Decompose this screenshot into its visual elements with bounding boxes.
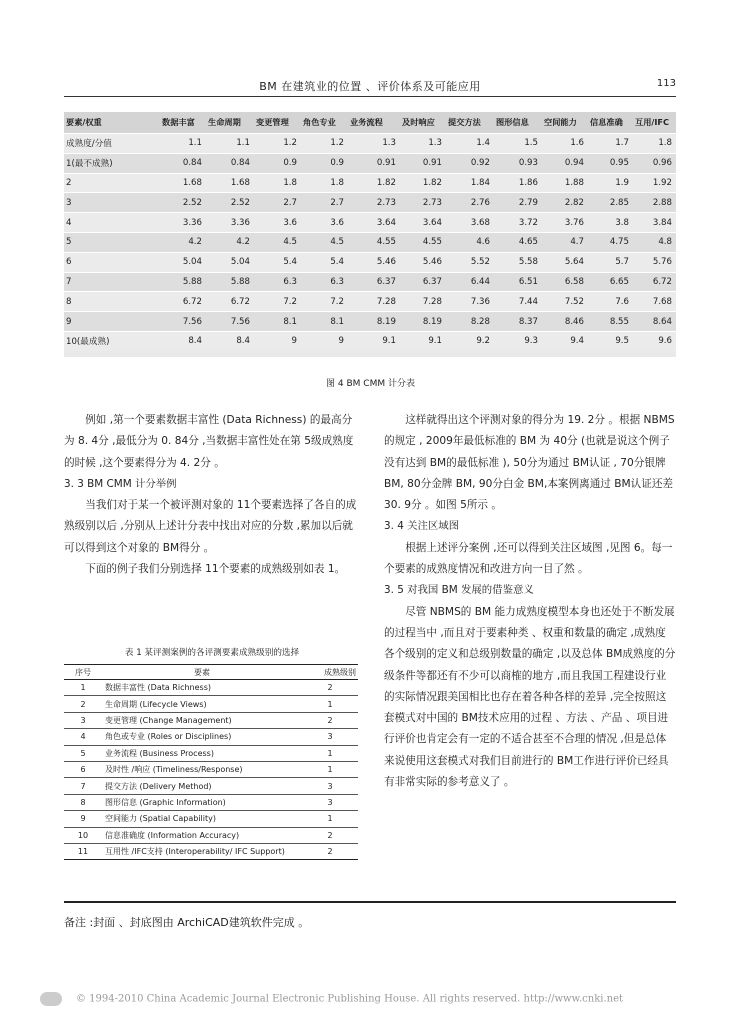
cmm-cell: 9 — [254, 331, 301, 350]
cmm-cell: 2.88 — [633, 193, 676, 213]
cmm-cell: 4.2 — [206, 232, 254, 252]
cmm-cell: 5.04 — [160, 252, 206, 272]
cmm-cell: 9.1 — [400, 331, 446, 350]
cmm-cell: 4.8 — [633, 232, 676, 252]
cmm-cell: 0.93 — [494, 153, 542, 173]
section-heading-3-3: 3. 3 BM CMM 计分举例 — [64, 477, 177, 490]
cmm-cell: 5.4 — [254, 252, 301, 272]
cmm-cell: 1.86 — [494, 173, 542, 193]
cmm-cell: 8.37 — [494, 312, 542, 332]
cmm-cell: 1.9 — [588, 173, 633, 193]
table-1-row — [64, 811, 358, 827]
cmm-column-header: 要素/权重 — [64, 112, 160, 134]
element-name: 变更管理 (Change Management) — [102, 712, 302, 728]
cmm-row-label: 3 — [64, 193, 160, 213]
cmm-cell: 6.58 — [542, 272, 588, 292]
cmm-cell: 1.4 — [446, 134, 494, 154]
element-name: 及时性 /响应 (Timeliness/Response) — [102, 761, 302, 777]
cmm-cell: 6.65 — [588, 272, 633, 292]
cmm-cell: 2.76 — [446, 193, 494, 213]
cmm-cell: 1.68 — [206, 173, 254, 193]
cmm-cell: 1.2 — [301, 134, 348, 154]
section-heading-3-5: 3. 5 对我国 BM 发展的借鉴意义 — [384, 584, 534, 597]
page-number: 113 — [656, 78, 676, 89]
cmm-cell: 5.58 — [494, 252, 542, 272]
row-number: 7 — [64, 778, 102, 794]
cmm-cell: 1.6 — [542, 134, 588, 154]
element-name: 信息准确度 (Information Accuracy) — [102, 827, 302, 843]
cmm-cell: 1.92 — [633, 173, 676, 193]
cmm-cell: 6.72 — [633, 272, 676, 292]
table-1-row — [64, 794, 358, 810]
section-heading-3-4: 3. 4 关注区域图 — [384, 520, 460, 533]
cmm-cell: 0.84 — [206, 153, 254, 173]
cmm-cell: 1.1 — [206, 134, 254, 154]
footnote-rule — [64, 901, 676, 903]
cmm-column-header: 信息准确 — [588, 112, 633, 134]
maturity-level: 1 — [302, 696, 358, 712]
table-1-row — [64, 729, 358, 745]
cmm-cell: 5.4 — [301, 252, 348, 272]
cmm-column-header: 生命周期 — [206, 112, 254, 134]
cmm-cell: 5.04 — [206, 252, 254, 272]
table-1-row — [64, 778, 358, 794]
cmm-cell: 9.5 — [588, 331, 633, 350]
cmm-row — [64, 193, 676, 213]
cmm-cell: 1.84 — [446, 173, 494, 193]
cmm-cell: 1.8 — [633, 134, 676, 154]
cmm-cell: 0.92 — [446, 153, 494, 173]
cmm-column-header: 提交方法 — [446, 112, 494, 134]
cmm-row — [64, 252, 676, 272]
maturity-level: 2 — [302, 680, 358, 696]
element-name: 空间能力 (Spatial Capability) — [102, 811, 302, 827]
maturity-level: 1 — [302, 811, 358, 827]
cmm-row — [64, 173, 676, 193]
cmm-cell: 4.65 — [494, 232, 542, 252]
cmm-cell: 2.73 — [400, 193, 446, 213]
cmm-row — [64, 312, 676, 332]
paragraph: 例如 ,第一个要素数据丰富性 (Data Richness) 的最高分为 8. 4分 ,最低分为 0. 84分 ,当数据丰富性处在第 5级成熟度的时候 ,这个要素得分为 4. 2分 。 — [64, 414, 354, 469]
cmm-row — [64, 213, 676, 233]
cmm-row-label: 2 — [64, 173, 160, 193]
cmm-score-table-figure — [64, 112, 676, 357]
cmm-row-label: 7 — [64, 272, 160, 292]
table-1-row — [64, 712, 358, 728]
cmm-cell: 1.8 — [301, 173, 348, 193]
cmm-row — [64, 272, 676, 292]
cmm-cell: 0.91 — [348, 153, 400, 173]
maturity-level: 2 — [302, 827, 358, 843]
cmm-cell: 2.52 — [160, 193, 206, 213]
cmm-row — [64, 292, 676, 312]
table-1-row — [64, 745, 358, 761]
cmm-cell: 4.75 — [588, 232, 633, 252]
cmm-cell: 2.7 — [254, 193, 301, 213]
cmm-cell: 5.64 — [542, 252, 588, 272]
cmm-cell: 3.8 — [588, 213, 633, 233]
cmm-cell: 6.44 — [446, 272, 494, 292]
row-number: 10 — [64, 827, 102, 843]
left-column — [64, 410, 360, 580]
cmm-column-header: 数据丰富 — [160, 112, 206, 134]
publisher-footer — [40, 992, 720, 1012]
cmm-cell: 0.9 — [301, 153, 348, 173]
cmm-row-label: 9 — [64, 312, 160, 332]
cmm-cell: 2.85 — [588, 193, 633, 213]
cmm-row-label: 10(最成熟) — [64, 331, 160, 350]
table-1-header — [64, 665, 358, 680]
cmm-cell: 8.19 — [400, 312, 446, 332]
row-number: 1 — [64, 680, 102, 696]
cmm-row — [64, 153, 676, 173]
table-1-column-header: 要素 — [102, 665, 302, 680]
cmm-cell: 8.1 — [254, 312, 301, 332]
cmm-cell: 8.4 — [206, 331, 254, 350]
cmm-cell: 5.7 — [588, 252, 633, 272]
running-header — [64, 78, 676, 97]
cmm-cell: 7.28 — [400, 292, 446, 312]
row-number: 3 — [64, 712, 102, 728]
cmm-cell: 4.5 — [254, 232, 301, 252]
maturity-level: 2 — [302, 843, 358, 859]
cmm-cell: 5.88 — [160, 272, 206, 292]
cmm-cell: 9.6 — [633, 331, 676, 350]
table-1-row — [64, 680, 358, 696]
row-number: 9 — [64, 811, 102, 827]
cmm-cell: 1.82 — [400, 173, 446, 193]
cmm-column-header: 角色专业 — [301, 112, 348, 134]
cmm-cell: 2.52 — [206, 193, 254, 213]
cmm-cell: 1.7 — [588, 134, 633, 154]
cmm-cell: 4.55 — [400, 232, 446, 252]
paragraph: 当我们对于某一个被评测对象的 11个要素选择了各自的成熟级别以后 ,分别从上述计分表中找出对应的分数 ,累加以后就可以得到这个对象的 BM得分 。 — [64, 499, 357, 554]
maturity-level: 3 — [302, 729, 358, 745]
cmm-cell: 4.5 — [301, 232, 348, 252]
cmm-cell: 7.56 — [160, 312, 206, 332]
maturity-level: 2 — [302, 712, 358, 728]
cmm-cell: 3.6 — [254, 213, 301, 233]
cmm-cell: 4.2 — [160, 232, 206, 252]
footnote: 备注 :封面 、封底图由 ArchiCAD建筑软件完成 。 — [64, 916, 310, 929]
cnki-logo-icon — [40, 992, 62, 1006]
cmm-cell: 7.68 — [633, 292, 676, 312]
row-number: 5 — [64, 745, 102, 761]
cmm-cell: 4.7 — [542, 232, 588, 252]
cmm-cell: 7.44 — [494, 292, 542, 312]
cmm-cell: 6.72 — [206, 292, 254, 312]
table-1 — [64, 664, 358, 860]
cmm-cell: 1.3 — [348, 134, 400, 154]
maturity-level: 1 — [302, 761, 358, 777]
table-1-column-header: 序号 — [64, 665, 102, 680]
cmm-cell: 5.46 — [348, 252, 400, 272]
cmm-cell: 8.55 — [588, 312, 633, 332]
paragraph: 尽管 NBMS的 BM 能力成熟度模型本身也还处于不断发展的过程当中 ,而且对于要素种类 、权重和数量的确定 ,成熟度各个级别的定义和总级别数量的确定 ,以及总体 BM成熟度的分级条件等都还有不少可以商榷的地方 ,而且我国工程建设行业的实际情况跟美国相比也存在着各种各样的差异 ,完全按照这套模式对中国的 BM技术应用的过程 、方法 、产品 、项目进行评价也肯定会有一定的不适合甚至不合理的情况 ,但是总体来说使用这套模式对我们目前进行的 BM工作进行评价已经具有非常实际的参考意义了 。 — [384, 605, 676, 789]
cmm-row-label: 4 — [64, 213, 160, 233]
table-1-row — [64, 696, 358, 712]
element-name: 数据丰富性 (Data Richness) — [102, 680, 302, 696]
table-1-row — [64, 827, 358, 843]
cmm-cell: 3.36 — [206, 213, 254, 233]
cmm-cell: 7.52 — [542, 292, 588, 312]
cmm-cell: 3.36 — [160, 213, 206, 233]
cmm-cell: 5.88 — [206, 272, 254, 292]
cmm-cell: 6.37 — [348, 272, 400, 292]
element-name: 业务流程 (Business Process) — [102, 745, 302, 761]
cmm-cell: 3.6 — [301, 213, 348, 233]
cmm-cell: 5.46 — [400, 252, 446, 272]
table-1-row — [64, 843, 358, 859]
table-1-column-header: 成熟级别 — [302, 665, 358, 680]
table-1-caption: 表 1 某评测案例的各评测要素成熟级别的选择 — [124, 648, 300, 658]
cmm-row-label: 成熟度/分值 — [64, 134, 160, 154]
table-1-row — [64, 761, 358, 777]
cmm-row — [64, 134, 676, 154]
right-column — [384, 410, 676, 793]
cmm-cell: 7.2 — [301, 292, 348, 312]
element-name: 互用性 /IFC支持 (Interoperability/ IFC Support) — [102, 843, 302, 859]
cmm-cell: 8.28 — [446, 312, 494, 332]
cmm-cell: 5.76 — [633, 252, 676, 272]
cmm-cell: 4.55 — [348, 232, 400, 252]
element-name: 角色或专业 (Roles or Disciplines) — [102, 729, 302, 745]
cmm-cell: 9 — [301, 331, 348, 350]
row-number: 6 — [64, 761, 102, 777]
cmm-cell: 8.1 — [301, 312, 348, 332]
cmm-cell: 4.6 — [446, 232, 494, 252]
maturity-level: 3 — [302, 778, 358, 794]
cmm-cell: 5.52 — [446, 252, 494, 272]
header-title: BM 在建筑业的位置 、评价体系及可能应用 — [259, 80, 481, 93]
paragraph: 下面的例子我们分别选择 11个要素的成熟级别如表 1。 — [85, 563, 346, 576]
row-number: 4 — [64, 729, 102, 745]
cmm-cell: 1.8 — [254, 173, 301, 193]
cmm-cell: 0.9 — [254, 153, 301, 173]
cmm-cell: 7.56 — [206, 312, 254, 332]
cmm-cell: 7.28 — [348, 292, 400, 312]
paragraph: 根据上述评分案例 ,还可以得到关注区域图 ,见图 6。每一个要素的成熟度情况和改进方向一目了然 。 — [384, 541, 673, 576]
cmm-cell: 3.64 — [400, 213, 446, 233]
cmm-column-header: 互用/IFC — [633, 112, 676, 134]
cmm-cell: 6.51 — [494, 272, 542, 292]
cmm-cell: 1.82 — [348, 173, 400, 193]
cmm-cell: 0.84 — [160, 153, 206, 173]
cmm-cell: 2.82 — [542, 193, 588, 213]
cmm-cell: 7.6 — [588, 292, 633, 312]
element-name: 提交方法 (Delivery Method) — [102, 778, 302, 794]
cmm-row-label: 6 — [64, 252, 160, 272]
cmm-column-header: 及时响应 — [400, 112, 446, 134]
cmm-cell: 6.3 — [301, 272, 348, 292]
cmm-column-header: 业务流程 — [348, 112, 400, 134]
row-number: 2 — [64, 696, 102, 712]
cmm-cell: 9.2 — [446, 331, 494, 350]
cmm-cell: 2.73 — [348, 193, 400, 213]
cmm-column-header: 图形信息 — [494, 112, 542, 134]
maturity-level: 3 — [302, 794, 358, 810]
cmm-cell: 9.3 — [494, 331, 542, 350]
cmm-score-table — [64, 112, 676, 351]
cmm-cell: 3.84 — [633, 213, 676, 233]
cmm-cell: 9.1 — [348, 331, 400, 350]
cmm-cell: 6.3 — [254, 272, 301, 292]
cmm-cell: 8.64 — [633, 312, 676, 332]
element-name: 图形信息 (Graphic Information) — [102, 794, 302, 810]
cmm-cell: 8.46 — [542, 312, 588, 332]
cmm-cell: 3.68 — [446, 213, 494, 233]
maturity-level: 1 — [302, 745, 358, 761]
cmm-cell: 2.79 — [494, 193, 542, 213]
cmm-cell: 7.36 — [446, 292, 494, 312]
cmm-cell: 3.64 — [348, 213, 400, 233]
cmm-cell: 2.7 — [301, 193, 348, 213]
cmm-cell: 0.95 — [588, 153, 633, 173]
element-name: 生命周期 (Lifecycle Views) — [102, 696, 302, 712]
cmm-cell: 1.68 — [160, 173, 206, 193]
cmm-row-label: 1(最不成熟) — [64, 153, 160, 173]
row-number: 11 — [64, 843, 102, 859]
figure-4-caption: 图 4 BM CMM 计分表 — [326, 379, 415, 389]
paragraph: 这样就得出这个评测对象的得分为 19. 2分 。根据 NBMS的规定 , 2009年最低标准的 BM 为 40分 (也就是说这个例子没有达到 BM的最低标准 ), 50分为通过 BM认证 , 70分银牌 BM, 80分金牌 BM, 90分白金 BM,本案例离通过 BM认证还差 30. 9分 。如图 5所示 。 — [384, 414, 675, 512]
cmm-row-label: 8 — [64, 292, 160, 312]
cmm-cell: 0.94 — [542, 153, 588, 173]
cmm-cell: 8.4 — [160, 331, 206, 350]
copyright-text: © 1994-2010 China Academic Journal Electronic Publishing House. All rights reserved. http://www.cnki.net — [76, 993, 624, 1005]
cmm-row — [64, 232, 676, 252]
cmm-cell: 6.37 — [400, 272, 446, 292]
cmm-cell: 8.19 — [348, 312, 400, 332]
cmm-row — [64, 331, 676, 350]
cmm-cell: 1.3 — [400, 134, 446, 154]
cmm-cell: 0.91 — [400, 153, 446, 173]
cmm-cell: 0.96 — [633, 153, 676, 173]
cmm-cell: 1.1 — [160, 134, 206, 154]
cmm-cell: 9.4 — [542, 331, 588, 350]
cmm-cell: 7.2 — [254, 292, 301, 312]
cmm-header-row — [64, 112, 676, 134]
cmm-cell: 1.88 — [542, 173, 588, 193]
cmm-cell: 1.2 — [254, 134, 301, 154]
cmm-cell: 3.76 — [542, 213, 588, 233]
cmm-cell: 6.72 — [160, 292, 206, 312]
cmm-cell: 3.72 — [494, 213, 542, 233]
cmm-cell: 1.5 — [494, 134, 542, 154]
cmm-column-header: 变更管理 — [254, 112, 301, 134]
cmm-row-label: 5 — [64, 232, 160, 252]
cmm-column-header: 空间能力 — [542, 112, 588, 134]
row-number: 8 — [64, 794, 102, 810]
